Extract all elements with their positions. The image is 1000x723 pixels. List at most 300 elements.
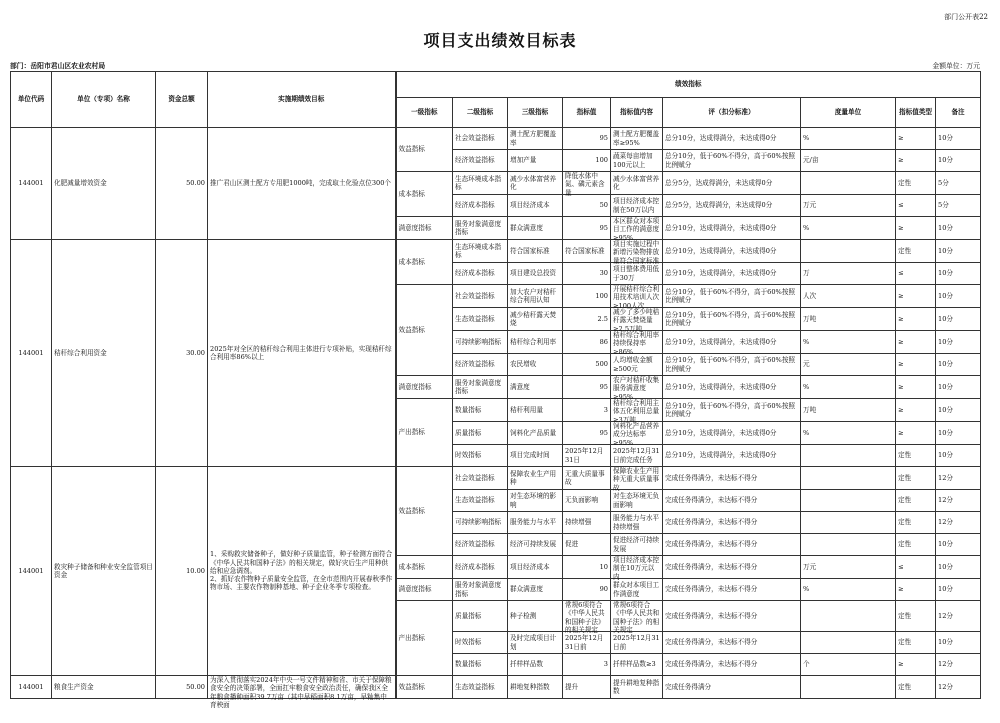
note-cell	[936, 601, 981, 632]
level2-cell	[453, 354, 508, 376]
level2-cell	[453, 422, 508, 445]
measure-cell	[801, 490, 896, 512]
level2-cell-text: 生态环境成本指标	[455, 242, 502, 259]
value-cell	[563, 556, 611, 579]
criteria-cell-text: 总分10分，达成得满分，未达成得0分	[665, 451, 777, 460]
level1-indicator-text: 满意度指标	[398, 585, 432, 594]
note-cell-text: 10分	[938, 428, 953, 437]
criteria-cell-text: 总分10分，低于60%不得分，高于60%按照比例赋分	[665, 152, 796, 169]
value-cell	[563, 376, 611, 399]
level2-cell-text: 时效指标	[455, 638, 482, 647]
criteria-cell	[663, 217, 801, 240]
level2-cell-text: 服务对象满意度指标	[455, 219, 502, 236]
level3-cell	[508, 445, 563, 467]
implementation-goal	[208, 676, 396, 709]
department-label: 部门：岳阳市君山区农业农村局	[10, 62, 106, 70]
level3-cell-text: 增加产量	[510, 156, 537, 165]
value-cell-text: 降低水体中氮、磷元素含量	[565, 172, 605, 197]
type-cell	[896, 422, 936, 445]
content-cell-text: 减少了多少吨秸秆露天焚烧量≥2.5万吨	[613, 308, 660, 333]
level2-cell-text: 经济效益指标	[455, 360, 495, 369]
level1-indicator-text: 产出指标	[398, 633, 425, 642]
level2-cell	[453, 654, 508, 676]
value-cell	[563, 632, 611, 654]
level3-cell	[508, 556, 563, 579]
unit-code	[11, 240, 52, 467]
project-name	[52, 467, 156, 676]
value-cell-text: 促进	[565, 540, 579, 549]
table-row	[11, 676, 981, 699]
content-cell-text: 项目经济成本控制在50万以内	[613, 197, 660, 214]
content-cell-text: 扦样样品数≥3	[613, 660, 656, 669]
implementation-goal-text: 推广君山区测土配方专用肥1000吨，完成取土化验点位300个	[210, 179, 392, 188]
measure-cell-text: 万	[803, 269, 810, 278]
criteria-cell-text: 总分10分，达成得满分，未达成得0分	[665, 134, 777, 143]
note-cell	[936, 128, 981, 150]
level2-cell-text: 社会效益指标	[455, 291, 495, 300]
measure-cell-text: 万元	[803, 562, 817, 571]
measure-cell-text: 元	[803, 360, 810, 369]
level2-cell	[453, 195, 508, 217]
level3-cell-text: 饲料化产品质量	[510, 428, 557, 437]
level3-cell	[508, 376, 563, 399]
project-name-text: 救灾种子储备和种业安全监管项目资金	[54, 562, 153, 579]
note-cell	[936, 556, 981, 579]
measure-cell-text: 万吨	[803, 405, 817, 414]
value-cell	[563, 150, 611, 172]
unit-code-text: 144001	[18, 566, 44, 575]
note-cell	[936, 632, 981, 654]
content-cell	[611, 217, 663, 240]
fund-amount	[156, 128, 208, 240]
unit-code-text: 144001	[18, 348, 44, 357]
note-cell-text: 10分	[938, 246, 953, 255]
level2-cell-text: 经济效益指标	[455, 540, 495, 549]
measure-cell-text: %	[803, 337, 810, 346]
level2-cell	[453, 128, 508, 150]
content-cell-text: 蔬菜每亩增加100元以上	[613, 152, 653, 169]
criteria-cell-text: 总分10分，达成得满分，未达成得0分	[665, 382, 777, 391]
level2-cell-text: 生态效益指标	[455, 314, 495, 323]
level2-cell-text: 时效指标	[455, 451, 482, 460]
level2-cell-text: 可持续影响指标	[455, 337, 502, 346]
note-cell	[936, 376, 981, 399]
criteria-cell	[663, 676, 801, 699]
value-cell-text: 500	[595, 360, 608, 369]
note-cell-text: 12分	[938, 496, 953, 505]
note-cell-text: 12分	[938, 682, 953, 691]
table-body	[11, 128, 981, 709]
note-cell	[936, 445, 981, 467]
value-cell-text: 10	[599, 562, 608, 571]
level3-cell-text: 服务能力与水平	[510, 518, 557, 527]
criteria-cell	[663, 150, 801, 172]
measure-cell-text: 个	[803, 660, 810, 669]
level3-cell-text: 项目经济成本	[510, 201, 550, 210]
measure-cell-text: 万元	[803, 201, 817, 210]
level1-indicator	[396, 467, 453, 556]
level3-cell-text: 项目完成时间	[510, 451, 550, 460]
value-cell-text: 95	[599, 134, 608, 143]
note-cell	[936, 399, 981, 422]
measure-cell	[801, 676, 896, 699]
measure-cell-text: %	[803, 134, 810, 143]
measure-cell	[801, 579, 896, 601]
type-cell-text: 定性	[898, 496, 912, 505]
value-cell-text: 100	[595, 291, 608, 300]
level2-cell-text: 经济成本指标	[455, 562, 495, 571]
criteria-cell-text: 总分10分，低于60%不得分，高于60%按照比例赋分	[665, 287, 796, 304]
header-level3: 三级指标	[508, 98, 563, 128]
type-cell	[896, 632, 936, 654]
unit-code	[11, 128, 52, 240]
value-cell	[563, 490, 611, 512]
measure-cell	[801, 308, 896, 331]
criteria-cell	[663, 490, 801, 512]
criteria-cell-text: 完成任务得满分，未达标不得分	[665, 660, 758, 669]
implementation-goal	[208, 467, 396, 676]
value-cell	[563, 579, 611, 601]
note-cell-text: 12分	[938, 611, 953, 620]
project-name	[52, 240, 156, 467]
level1-indicator	[396, 601, 453, 676]
note-cell	[936, 240, 981, 263]
value-cell-text: 提升	[565, 682, 579, 691]
value-cell-text: 95	[599, 428, 608, 437]
note-cell	[936, 354, 981, 376]
criteria-cell	[663, 376, 801, 399]
criteria-cell	[663, 263, 801, 285]
measure-cell	[801, 422, 896, 445]
note-cell	[936, 217, 981, 240]
level1-indicator-text: 成本指标	[398, 257, 425, 266]
header-amount: 资金总额	[156, 72, 208, 128]
level1-indicator-text: 效益指标	[398, 325, 425, 334]
level2-cell	[453, 217, 508, 240]
level2-cell	[453, 490, 508, 512]
level2-cell	[453, 376, 508, 399]
implementation-goal	[208, 128, 396, 240]
level2-cell-text: 经济成本指标	[455, 269, 495, 278]
value-cell	[563, 263, 611, 285]
type-cell	[896, 354, 936, 376]
type-cell	[896, 285, 936, 308]
page-title: 项目支出绩效目标表	[423, 31, 577, 50]
level3-cell	[508, 263, 563, 285]
content-cell-text: 减少水体富营养化	[613, 174, 660, 191]
criteria-cell	[663, 601, 801, 632]
type-cell	[896, 195, 936, 217]
level3-cell	[508, 172, 563, 195]
content-cell-text: 常规6项符合《中华人民共和国种子法》的相关规定	[613, 601, 660, 634]
content-cell-text: 农户对秸秆收集服务满意度≥95%	[613, 376, 660, 401]
note-cell-text: 10分	[938, 382, 953, 391]
content-cell	[611, 632, 663, 654]
level3-cell-text: 对生态环境的影响	[510, 492, 557, 509]
level1-indicator	[396, 240, 453, 285]
type-cell-text: 定性	[898, 451, 912, 460]
content-cell-text: 本区群众对本项目工作的满意度≥95%	[613, 217, 660, 242]
criteria-cell	[663, 467, 801, 490]
level2-cell-text: 质量指标	[455, 611, 482, 620]
level1-indicator	[396, 217, 453, 240]
content-cell-text: 饲料化产品营养成分达标率≥95%	[613, 422, 660, 447]
level1-indicator	[396, 172, 453, 217]
type-cell-text: 定性	[898, 611, 912, 620]
level2-cell	[453, 467, 508, 490]
header-level1: 一级指标	[396, 98, 453, 128]
value-cell-text: 100	[595, 156, 608, 165]
level2-cell	[453, 331, 508, 354]
measure-cell	[801, 150, 896, 172]
note-cell	[936, 263, 981, 285]
note-cell-text: 10分	[938, 134, 953, 143]
measure-cell	[801, 534, 896, 556]
type-cell-text: 定性	[898, 540, 912, 549]
level3-cell	[508, 240, 563, 263]
measure-cell-text: %	[803, 428, 810, 437]
content-cell-text: 对生态环境无负面影响	[613, 492, 660, 509]
type-cell	[896, 263, 936, 285]
content-cell-text: 测土配方肥覆盖率≥95%	[613, 130, 660, 147]
value-cell-text: 符合国家标准	[565, 246, 605, 255]
content-cell-text: 项目整体费用低于30万	[613, 265, 660, 282]
level3-cell	[508, 601, 563, 632]
note-cell-text: 10分	[938, 291, 953, 300]
value-cell	[563, 422, 611, 445]
content-cell-text: 2025年12月31日前完成任务	[613, 447, 660, 464]
type-cell-text: 定性	[898, 518, 912, 527]
note-cell	[936, 150, 981, 172]
criteria-cell-text: 总分10分，达成得满分，未达成得0分	[665, 428, 777, 437]
value-cell-text: 95	[599, 223, 608, 232]
content-cell-text: 人均增收金额≥500元	[613, 356, 653, 373]
content-cell	[611, 556, 663, 579]
level3-cell	[508, 512, 563, 534]
content-cell	[611, 399, 663, 422]
note-cell-text: 12分	[938, 473, 953, 482]
type-cell	[896, 240, 936, 263]
criteria-cell-text: 总分10分，低于60%不得分，高于60%按照比例赋分	[665, 401, 796, 418]
note-cell	[936, 579, 981, 601]
content-cell	[611, 150, 663, 172]
level1-indicator	[396, 556, 453, 579]
content-cell-text: 项目经济成本控制在10万元以内	[613, 556, 660, 581]
level3-cell-text: 加大农户对秸秆综合利用认知	[510, 287, 557, 304]
content-cell-text: 项目实施过程中新增污染物排放量符合国家标准	[613, 240, 660, 265]
type-cell-text: ≥	[898, 585, 904, 594]
content-cell	[611, 601, 663, 632]
measure-cell	[801, 263, 896, 285]
header-type: 指标值类型	[896, 98, 936, 128]
type-cell-text: ≤	[898, 269, 904, 278]
unit-code-text: 144001	[18, 682, 44, 691]
header-criteria: 评（扣分标准）	[663, 98, 801, 128]
value-cell-text: 无负面影响	[565, 496, 598, 505]
level3-cell-text: 符合国家标准	[510, 246, 550, 255]
level2-cell-text: 服务对象满意度指标	[455, 581, 502, 598]
type-cell	[896, 467, 936, 490]
level3-cell-text: 减少秸秆露天焚烧	[510, 310, 557, 327]
level1-indicator	[396, 285, 453, 376]
criteria-cell-text: 总分5分，达成得满分，未达成得0分	[665, 201, 773, 210]
level3-cell-text: 减少水体富营养化	[510, 174, 557, 191]
level2-cell-text: 社会效益指标	[455, 134, 495, 143]
type-cell-text: ≥	[898, 660, 904, 669]
content-cell	[611, 512, 663, 534]
value-cell-text: 无重大质量事故	[565, 469, 605, 486]
content-cell-text: 开展秸秆综合利用技术培训人次≥100人次	[613, 285, 660, 310]
content-cell	[611, 128, 663, 150]
type-cell-text: ≥	[898, 134, 904, 143]
level3-cell-text: 群众满意度	[510, 585, 543, 594]
type-cell	[896, 534, 936, 556]
level3-cell	[508, 128, 563, 150]
value-cell	[563, 676, 611, 699]
type-cell-text: ≤	[898, 562, 904, 571]
level2-cell	[453, 534, 508, 556]
value-cell-text: 95	[599, 382, 608, 391]
measure-cell	[801, 195, 896, 217]
level2-cell-text: 生态效益指标	[455, 496, 495, 505]
table-row	[11, 240, 981, 263]
level1-indicator-text: 效益指标	[398, 506, 425, 515]
level3-cell	[508, 467, 563, 490]
header-note: 备注	[936, 98, 981, 128]
content-cell	[611, 579, 663, 601]
level2-cell-text: 数量指标	[455, 660, 482, 669]
criteria-cell	[663, 308, 801, 331]
type-cell	[896, 490, 936, 512]
value-cell-text: 常规6项符合《中华人民共和国种子法》的相关规定	[565, 601, 605, 634]
type-cell	[896, 512, 936, 534]
level3-cell	[508, 354, 563, 376]
content-cell	[611, 490, 663, 512]
note-cell-text: 12分	[938, 660, 953, 669]
type-cell	[896, 217, 936, 240]
measure-cell	[801, 128, 896, 150]
implementation-goal-text: 2025年对全区的秸秆综合利用主体进行专项补贴，实现秸秆综合利用率86%以上	[210, 344, 392, 361]
type-cell	[896, 556, 936, 579]
type-cell-text: ≤	[898, 201, 904, 210]
measure-cell	[801, 285, 896, 308]
type-cell-text: 定性	[898, 246, 912, 255]
level3-cell-text: 项目经济成本	[510, 562, 550, 571]
note-cell-text: 10分	[938, 337, 953, 346]
type-cell-text: ≥	[898, 156, 904, 165]
note-cell	[936, 676, 981, 699]
measure-cell	[801, 632, 896, 654]
value-cell-text: 持续增强	[565, 518, 592, 527]
level3-cell-text: 扦样样品数	[510, 660, 543, 669]
value-cell	[563, 172, 611, 195]
type-cell-text: 定性	[898, 473, 912, 482]
criteria-cell-text: 完成任务得满分，未达标不得分	[665, 473, 758, 482]
type-cell	[896, 331, 936, 354]
fund-amount	[156, 676, 208, 699]
level3-cell	[508, 195, 563, 217]
fund-amount-text: 30.00	[186, 348, 205, 357]
criteria-cell-text: 总分10分，达成得满分，未达成得0分	[665, 246, 777, 255]
criteria-cell	[663, 128, 801, 150]
level2-cell	[453, 676, 508, 699]
type-cell	[896, 376, 936, 399]
header-content: 指标值内容	[611, 98, 663, 128]
note-cell-text: 10分	[938, 314, 953, 323]
value-cell	[563, 512, 611, 534]
criteria-cell-text: 完成任务得满分，未达标不得分	[665, 638, 758, 647]
value-cell	[563, 654, 611, 676]
note-cell	[936, 195, 981, 217]
criteria-cell-text: 总分10分，达成得满分，未达成得0分	[665, 337, 777, 346]
measure-cell	[801, 376, 896, 399]
type-cell	[896, 445, 936, 467]
level2-cell	[453, 172, 508, 195]
level3-cell-text: 及时完成项目计划	[510, 634, 557, 651]
level3-cell	[508, 217, 563, 240]
type-cell	[896, 579, 936, 601]
level3-cell-text: 保障农业生产用种	[510, 469, 557, 486]
type-cell-text: 定性	[898, 178, 912, 187]
content-cell	[611, 285, 663, 308]
content-cell	[611, 172, 663, 195]
level3-cell	[508, 422, 563, 445]
value-cell	[563, 217, 611, 240]
note-cell-text: 10分	[938, 156, 953, 165]
criteria-cell-text: 完成任务得满分，未达标不得分	[665, 562, 758, 571]
level3-cell	[508, 654, 563, 676]
criteria-cell-text: 完成任务得满分，未达标不得分	[665, 496, 758, 505]
value-cell	[563, 331, 611, 354]
fund-amount-text: 10.00	[186, 566, 205, 575]
level3-cell-text: 测土配方肥覆盖率	[510, 130, 557, 147]
criteria-cell	[663, 399, 801, 422]
note-cell-text: 10分	[938, 540, 953, 549]
criteria-cell	[663, 556, 801, 579]
note-cell	[936, 512, 981, 534]
note-cell-text: 5分	[938, 178, 949, 187]
content-cell-text: 秸秆综合利用率持续保持率≥86%	[613, 331, 660, 356]
level1-indicator-text: 效益指标	[398, 145, 425, 154]
level3-cell	[508, 632, 563, 654]
level3-cell-text: 经济可持续发展	[510, 540, 557, 549]
criteria-cell	[663, 422, 801, 445]
form-number: 部门公开表22	[944, 13, 988, 21]
measure-cell	[801, 556, 896, 579]
criteria-cell	[663, 512, 801, 534]
level3-cell	[508, 490, 563, 512]
level3-cell-text: 秸秆利用量	[510, 405, 543, 414]
type-cell-text: 定性	[898, 682, 912, 691]
content-cell-text: 服务能力与水平持续增强	[613, 514, 660, 531]
level1-indicator-text: 满意度指标	[398, 223, 432, 232]
value-cell	[563, 399, 611, 422]
measure-cell-text: %	[803, 223, 810, 232]
criteria-cell-text: 总分10分，达成得满分，未达成得0分	[665, 223, 777, 232]
project-name-text: 秸秆综合利用资金	[54, 348, 107, 357]
header-performance: 绩效指标	[396, 72, 981, 98]
note-cell-text: 12分	[938, 518, 953, 527]
note-cell	[936, 285, 981, 308]
criteria-cell-text: 完成任务得满分，未达标不得分	[665, 518, 758, 527]
implementation-goal	[208, 240, 396, 467]
criteria-cell	[663, 445, 801, 467]
type-cell-text: ≥	[898, 337, 904, 346]
level1-indicator-text: 满意度指标	[398, 382, 432, 391]
header-row	[11, 72, 981, 98]
measure-cell-text: 人次	[803, 291, 817, 300]
criteria-cell-text: 完成任务得满分，未达标不得分	[665, 611, 758, 620]
